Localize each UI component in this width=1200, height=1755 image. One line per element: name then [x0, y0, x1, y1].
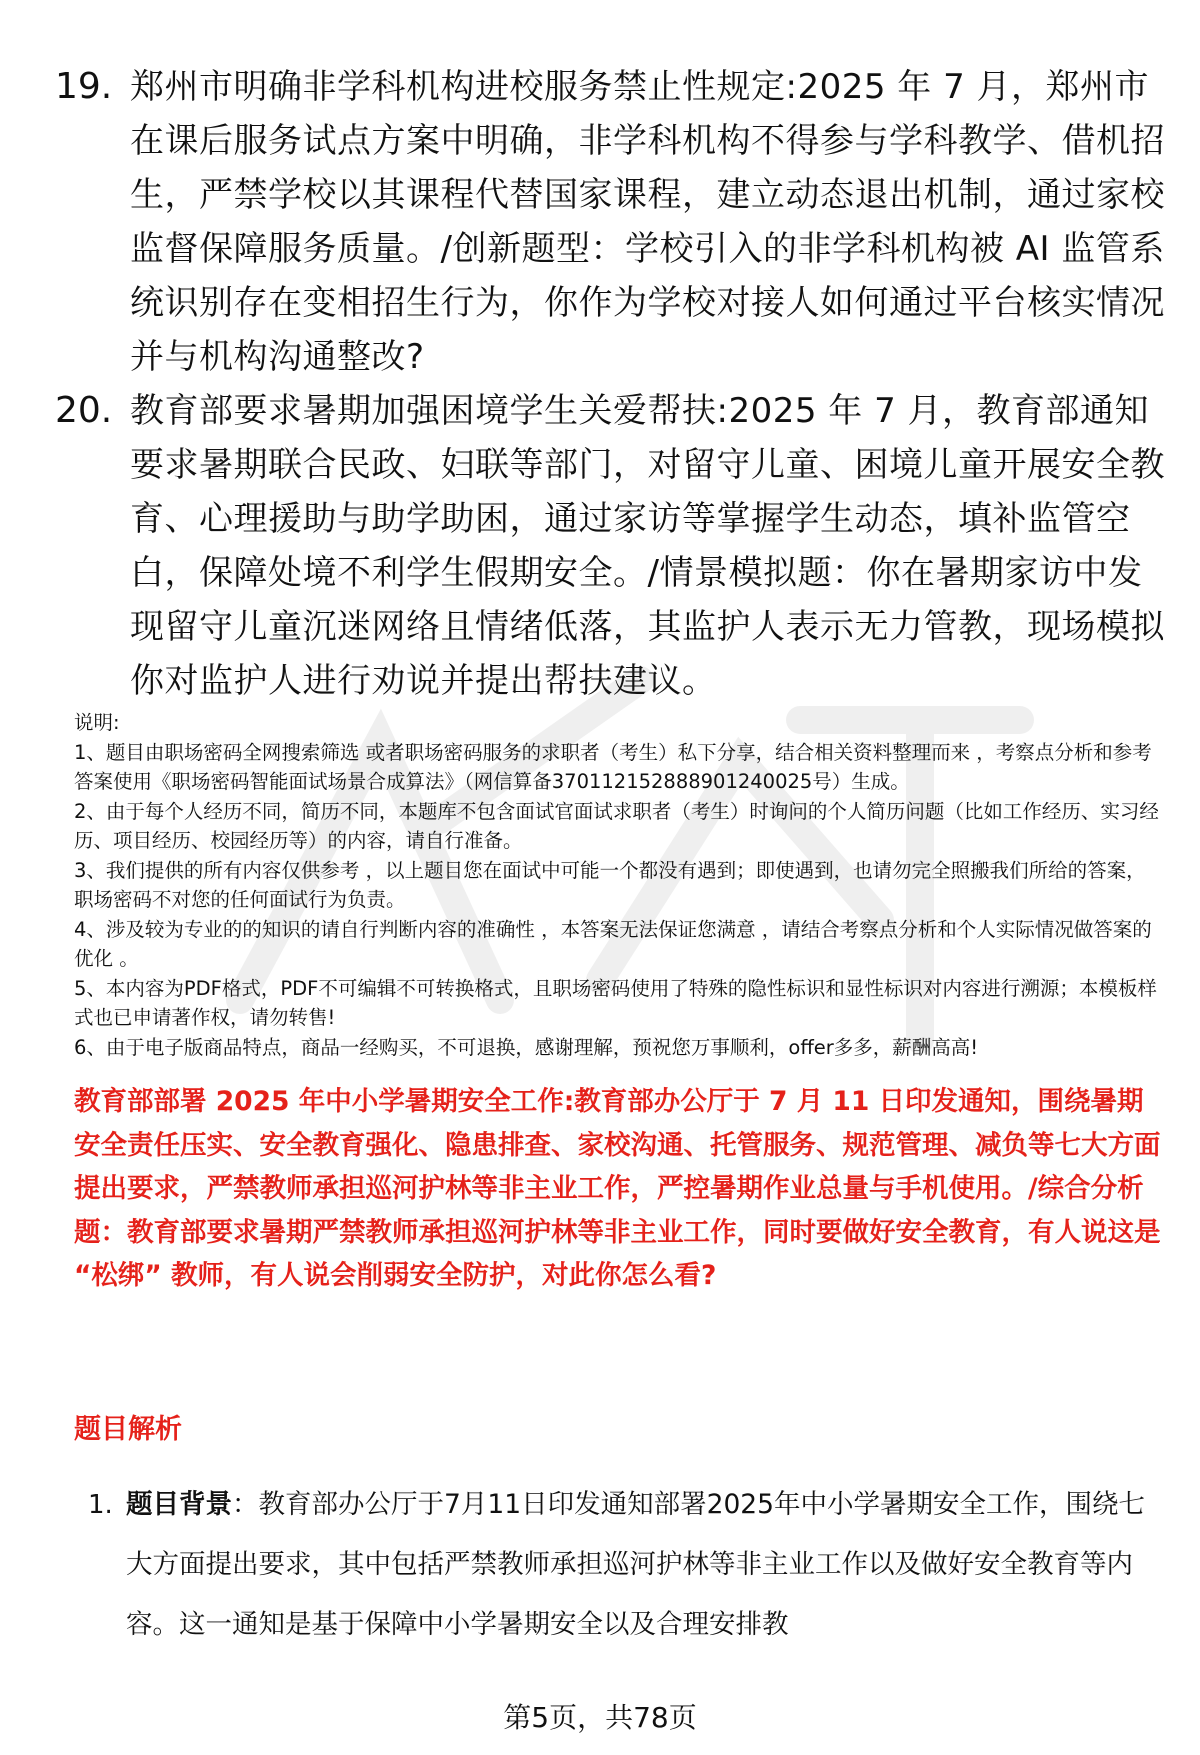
analysis-label: 题目背景 [126, 1489, 232, 1520]
question-number: 20. [55, 390, 113, 431]
notes-heading: 说明: [74, 711, 120, 734]
question-text: 教育部要求暑期加强困境学生关爱帮扶:2025 年 7 月，教育部通知要求暑期联合民政、妇联等部门，对留守儿童、困境儿童开展安全教育、心理援助与助学助困，通过家访等掌握学生动态，填补监管空白，保障处境不利学生假期安全。/情景模拟题：你在暑期家访中发现留守儿童沉迷网络且情绪低落，其监护人表示无力管教，现场模拟你对监护人进行劝说并提出帮扶建议。 [130, 391, 1165, 701]
analysis-text [126, 1475, 1164, 1655]
note-item: 5、本内容为PDF格式，PDF不可编辑不可转换格式，且职场密码使用了特殊的隐性标识和显性标识对内容进行溯源；本模板样式也已申请著作权，请勿转售! [74, 976, 1157, 1029]
note-item: 3、我们提供的所有内容仅供参考 ，以上题目您在面试中可能一个都没有遇到；即使遇到，也请勿完全照搬我们所给的答案，职场密码不对您的任何面试行为负责。 [74, 858, 1146, 911]
question-20 [55, 384, 1165, 708]
analysis-item [74, 1485, 1164, 1655]
question-number: 19. [55, 66, 113, 107]
note-item: 2、由于每个人经历不同，简历不同，本题库不包含面试官面试求职者（考生）时询问的个人简历问题（比如工作经历、实习经历、项目经历、校园经历等）的内容，请自行准备。 [74, 799, 1159, 852]
notes-section [74, 708, 1164, 1062]
note-item: 1、题目由职场密码全网搜索筛选 或者职场密码服务的求职者（考生）私下分享，结合相关资料整理而来 ，考察点分析和参考答案使用《职场密码智能面试场景合成算法》（网信算备370112152888901240025号）生成。 [74, 740, 1152, 793]
question-text: 郑州市明确非学科机构进校服务禁止性规定:2025 年 7 月，郑州市在课后服务试点方案中明确，非学科机构不得参与学科教学、借机招生，严禁学校以其课程代替国家课程，建立动态退出机制，通过家校监督保障服务质量。/创新题型：学校引入的非学科机构被 AI 监管系统识别存在变相招生行为，你作为学校对接人如何通过平台核实情况并与机构沟通整改? [130, 67, 1165, 377]
highlight-question: 教育部部署 2025 年中小学暑期安全工作:教育部办公厅于 7 月 11 日印发通知，围绕暑期安全责任压实、安全教育强化、隐患排查、家校沟通、托管服务、规范管理、减负等七大方面提出要求，严禁教师承担巡河护林等非主业工作，严控暑期作业总量与手机使用。/综合分析题：教育部要求暑期严禁教师承担巡河护林等非主业工作，同时要做好安全教育，有人说这是 “松绑” 教师，有人说会削弱安全防护，对此你怎么看? [74, 1086, 1161, 1291]
analysis-number: 1. [88, 1490, 113, 1520]
analysis-title: 题目解析 [74, 1414, 182, 1445]
question-19 [55, 60, 1165, 384]
page-footer: 第5页，共78页 [503, 1701, 697, 1734]
note-item: 6、由于电子版商品特点，商品一经购买，不可退换，感谢理解，预祝您万事顺利，offer多多，薪酬高高! [74, 1035, 979, 1059]
analysis-body: ：教育部办公厅于7月11日印发通知部署2025年中小学暑期安全工作，围绕七大方面提出要求，其中包括严禁教师承担巡河护林等非主业工作以及做好安全教育等内容。这一通知是基于保障中小学暑期安全以及合理安排教 [126, 1489, 1146, 1640]
note-item: 4、涉及较为专业的的知识的请自行判断内容的准确性 ，本答案无法保证您满意 ，请结合考察点分析和个人实际情况做答案的优化 。 [74, 917, 1152, 970]
